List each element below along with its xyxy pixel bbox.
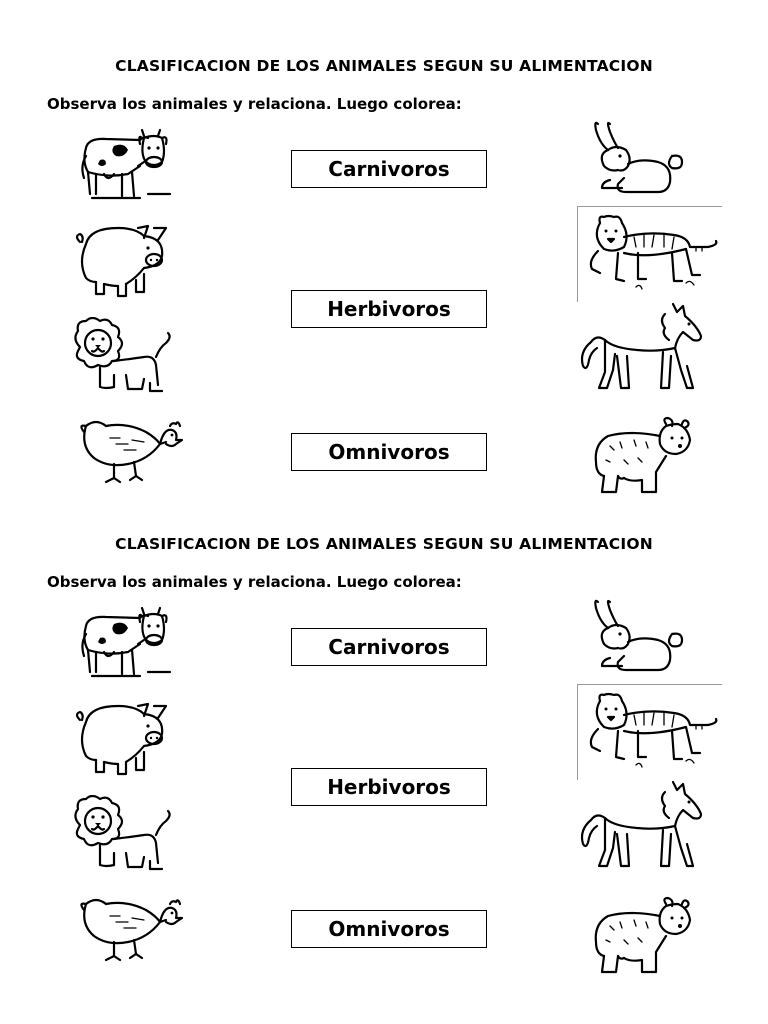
horse-icon[interactable] — [577, 300, 705, 394]
worksheet-instruction: Observa los animales y relaciona. Luego colorea: — [47, 573, 462, 591]
category-box-carnivoros[interactable]: Carnivoros — [291, 150, 487, 188]
cow-icon[interactable] — [78, 604, 173, 682]
worksheet-2 — [0, 478, 768, 956]
worksheet-title: CLASIFICACION DE LOS ANIMALES SEGUN SU ALIMENTACION — [115, 57, 653, 75]
tiger-icon[interactable] — [577, 206, 722, 302]
lion-icon[interactable] — [70, 795, 174, 875]
category-box-herbivoros[interactable]: Herbivoros — [291, 768, 487, 806]
worksheet-1 — [0, 0, 768, 478]
category-box-carnivoros[interactable]: Carnivoros — [291, 628, 487, 666]
cow-icon[interactable] — [78, 126, 173, 204]
category-box-omnivoros[interactable]: Omnivoros — [291, 910, 487, 948]
category-box-herbivoros[interactable]: Herbivoros — [291, 290, 487, 328]
rabbit-icon[interactable] — [586, 598, 686, 680]
worksheet-title: CLASIFICACION DE LOS ANIMALES SEGUN SU ALIMENTACION — [115, 535, 653, 553]
pig-icon[interactable] — [74, 222, 172, 300]
lion-icon[interactable] — [70, 317, 174, 397]
bear-icon[interactable] — [590, 896, 694, 978]
pig-icon[interactable] — [74, 700, 172, 778]
hen-icon[interactable] — [76, 896, 184, 964]
tiger-icon[interactable] — [577, 684, 722, 780]
rabbit-icon[interactable] — [586, 120, 686, 202]
worksheet-instruction: Observa los animales y relaciona. Luego colorea: — [47, 95, 462, 113]
hen-icon[interactable] — [76, 418, 184, 486]
horse-icon[interactable] — [577, 778, 705, 872]
category-box-omnivoros[interactable]: Omnivoros — [291, 433, 487, 471]
